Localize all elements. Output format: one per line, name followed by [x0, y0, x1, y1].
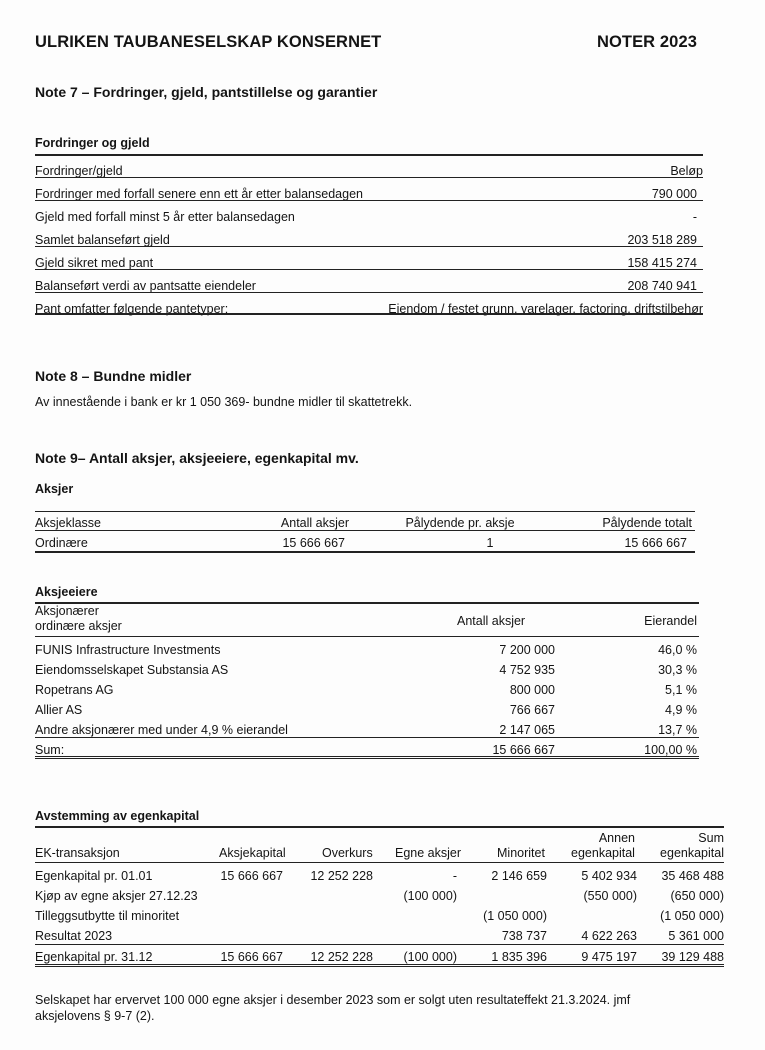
- note8-title: Note 8 – Bundne midler: [35, 368, 192, 384]
- company-title: ULRIKEN TAUBANESELSKAP KONSERNET: [35, 33, 382, 51]
- row-label: Gjeld med forfall minst 5 år etter balansedagen: [35, 210, 295, 224]
- owner-count: 800 000: [509, 683, 555, 697]
- table-row: [35, 863, 724, 883]
- owners-section-title: Aksjeeiere: [35, 585, 98, 599]
- table-row: [35, 247, 703, 270]
- owners-table: [35, 637, 699, 757]
- owner-name: Andre aksjonærer med under 4,9 % eierandel: [35, 723, 288, 737]
- owner-share: 30,3 %: [658, 663, 697, 677]
- col-header: Pålydende totalt: [602, 516, 692, 530]
- cell: 15 666 667: [220, 950, 283, 964]
- cell: Resultat 2023: [35, 929, 113, 943]
- table-row: [35, 883, 724, 903]
- owner-share: 46,0 %: [658, 643, 697, 657]
- owner-name: Ropetrans AG: [35, 683, 114, 697]
- equity-head-sum-line2: egenkapital: [660, 846, 724, 860]
- owners-head-line1: Aksjonærer: [35, 604, 99, 618]
- footnote-line1: Selskapet har ervervet 100 000 egne aksjer i desember 2023 som er solgt uten resultateffekt 21.3.2024. jmf: [35, 993, 631, 1007]
- cell: [283, 903, 373, 923]
- note7-section-title: Fordringer og gjeld: [35, 136, 150, 150]
- row-label: Fordringer med forfall senere enn ett år etter balansedagen: [35, 187, 363, 201]
- equity-head-other: [568, 831, 638, 861]
- cell: (1 050 000): [660, 909, 724, 923]
- owners-sum-rule: [35, 737, 699, 738]
- cell: [283, 883, 373, 903]
- owner-count: 2 147 065: [499, 723, 555, 737]
- cell: 4 622 263: [581, 929, 637, 943]
- cell: (550 000): [583, 889, 637, 903]
- note7-title: Note 7 – Fordringer, gjeld, pantstillelse og garantier: [35, 84, 378, 100]
- cell: 35 468 488: [661, 869, 724, 883]
- owner-count: 4 752 935: [499, 663, 555, 677]
- table-row: [35, 201, 703, 224]
- cell: 1 835 396: [491, 950, 547, 964]
- cell: 9 475 197: [581, 950, 637, 964]
- cell: [283, 923, 373, 943]
- table-row: [35, 637, 699, 657]
- row-value: 158 415 274: [627, 256, 697, 270]
- row-value: 790 000: [651, 187, 697, 201]
- table-row: [35, 923, 724, 943]
- divider: [35, 200, 703, 201]
- cell: (100 000): [403, 889, 457, 903]
- owner-count: 15 666 667: [492, 743, 555, 757]
- cell: Ordinære: [35, 536, 88, 550]
- divider: [35, 246, 703, 247]
- owners-head-count: Antall aksjer: [457, 614, 526, 628]
- owner-share: 4,9 %: [665, 703, 697, 717]
- table-row: [35, 270, 703, 293]
- cell: 39 129 488: [661, 950, 724, 964]
- table-row: [35, 530, 695, 550]
- cell: 12 252 228: [310, 950, 373, 964]
- cell: Egenkapital pr. 31.12: [35, 950, 153, 964]
- owner-count: 766 667: [509, 703, 555, 717]
- shares-header-rule: [35, 530, 695, 531]
- divider: [35, 269, 703, 270]
- cell: Egenkapital pr. 01.01: [35, 869, 153, 883]
- owner-share: 13,7 %: [658, 723, 697, 737]
- equity-head-capital: Aksjekapital: [219, 846, 286, 860]
- equity-head-premium: Overkurs: [322, 846, 373, 860]
- owners-bottom-rule: [35, 756, 699, 759]
- equity-total-rule: [35, 944, 724, 945]
- note8-text: Av innestående i bank er kr 1 050 369- bundne midler til skattetrekk.: [35, 395, 413, 409]
- cell: 15 666 667: [624, 536, 687, 550]
- cell: [210, 903, 283, 923]
- row-value: Eiendom / festet grunn, varelager, factoring, driftstilbehør: [388, 302, 703, 316]
- equity-total-row: [35, 943, 724, 964]
- cell: (100 000): [403, 950, 457, 964]
- equity-section-title: Avstemming av egenkapital: [35, 809, 200, 823]
- equity-bottom-rule: [35, 964, 724, 967]
- table-row: [35, 224, 703, 247]
- shares-bottom-rule: [35, 551, 695, 553]
- equity-head-minority: Minoritet: [497, 846, 545, 860]
- cell: Tilleggsutbytte til minoritet: [35, 909, 180, 923]
- cell: 2 146 659: [491, 869, 547, 883]
- cell: 1: [486, 536, 494, 550]
- equity-table: [35, 863, 724, 964]
- owners-head-line2: ordinære aksjer: [35, 619, 122, 633]
- owner-name: FUNIS Infrastructure Investments: [35, 643, 221, 657]
- footnote: [35, 992, 630, 1024]
- table-row: [35, 178, 703, 201]
- owner-share: 5,1 %: [665, 683, 697, 697]
- note9-title: Note 9– Antall aksjer, aksjeeiere, egenkapital mv.: [35, 450, 359, 466]
- table-row: [35, 697, 699, 717]
- owner-name: Eiendomsselskapet Substansia AS: [35, 663, 229, 677]
- cell: [210, 923, 283, 943]
- col-header: Aksjeklasse: [35, 516, 101, 530]
- owner-name: Sum:: [35, 743, 65, 757]
- owner-count: 7 200 000: [499, 643, 555, 657]
- note7-col-amount: Beløp: [670, 164, 703, 178]
- owners-head-name: [35, 604, 122, 634]
- equity-top-rule: [35, 826, 724, 828]
- cell: 738 737: [501, 929, 547, 943]
- note7-header-rule: [35, 177, 703, 178]
- owners-top-rule: [35, 602, 699, 604]
- cell: [373, 903, 460, 923]
- equity-head-other-line1: Annen: [598, 831, 635, 845]
- row-value: 203 518 289: [627, 233, 697, 247]
- equity-head-other-line2: egenkapital: [571, 846, 635, 860]
- shares-table: [35, 512, 695, 550]
- cell: [460, 883, 547, 903]
- cell: 12 252 228: [310, 869, 373, 883]
- row-label: Gjeld sikret med pant: [35, 256, 154, 270]
- row-label: Pant omfatter følgende pantetyper:: [35, 302, 229, 316]
- note7-header-row: [35, 156, 703, 178]
- note7-col-label: Fordringer/gjeld: [35, 164, 123, 178]
- shares-header-row: [35, 512, 695, 530]
- cell: -: [452, 869, 457, 883]
- table-row: [35, 717, 699, 737]
- table-row: [35, 903, 724, 923]
- row-label: Samlet balanseført gjeld: [35, 233, 170, 247]
- cell: 5 402 934: [581, 869, 637, 883]
- footnote-line2: aksjelovens § 9-7 (2).: [35, 1009, 155, 1023]
- row-value: -: [692, 210, 697, 224]
- divider: [35, 292, 703, 293]
- cell: 15 666 667: [282, 536, 345, 550]
- cell: Kjøp av egne aksjer 27.12.23: [35, 889, 198, 903]
- shares-section-title: Aksjer: [35, 482, 74, 496]
- cell: (1 050 000): [483, 909, 547, 923]
- notes-title: NOTER 2023: [596, 33, 697, 51]
- col-header: Pålydende pr. aksje: [405, 516, 515, 530]
- cell: 15 666 667: [220, 869, 283, 883]
- owner-name: Allier AS: [35, 703, 83, 717]
- cell: [547, 903, 637, 923]
- cell: 5 361 000: [668, 929, 724, 943]
- owners-sum-row: [35, 737, 699, 757]
- equity-head-tx: EK-transaksjon: [35, 846, 120, 860]
- cell: [373, 923, 460, 943]
- note7-bottom-rule: [35, 313, 703, 315]
- cell: (650 000): [670, 889, 724, 903]
- owner-share: 100,00 %: [644, 743, 697, 757]
- table-row: [35, 677, 699, 697]
- col-header: Antall aksjer: [280, 516, 349, 530]
- owners-head-share: Eierandel: [644, 614, 697, 628]
- row-value: 208 740 941: [627, 279, 697, 293]
- row-label: Balanseført verdi av pantsatte eiendeler: [35, 279, 256, 293]
- equity-head-sum-line1: Sum: [698, 831, 724, 845]
- cell: [210, 883, 283, 903]
- equity-head-own: Egne aksjer: [395, 846, 462, 860]
- equity-head-sum: [654, 831, 724, 861]
- table-row: [35, 657, 699, 677]
